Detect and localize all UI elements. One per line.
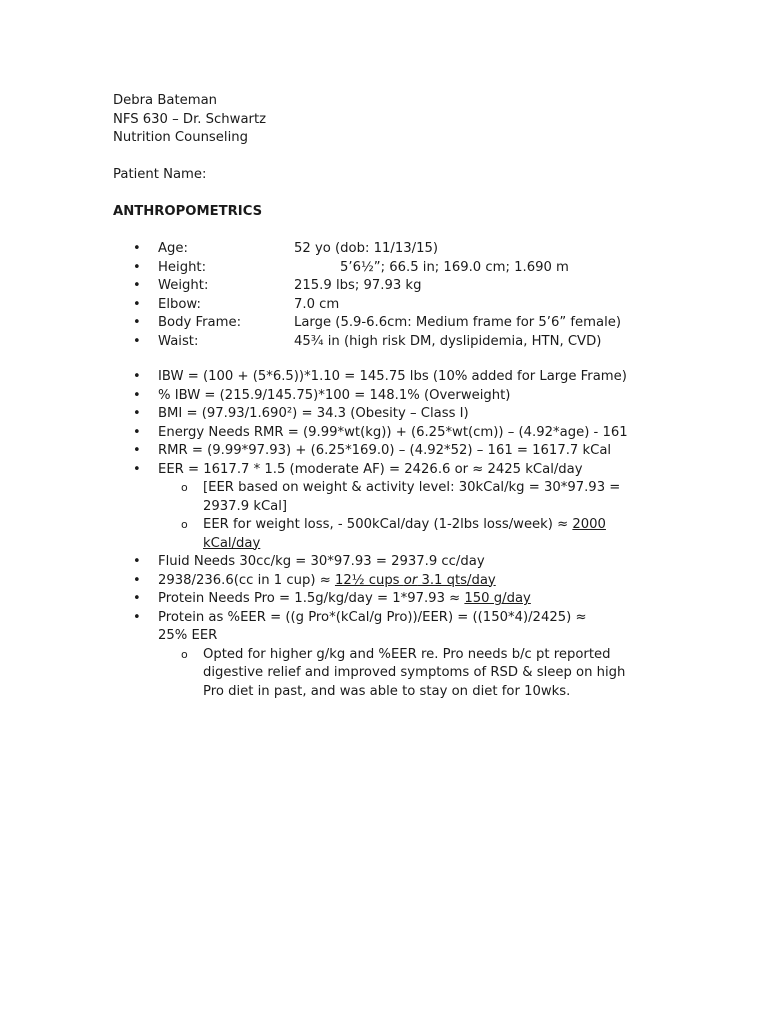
calculations-list — [113, 368, 673, 701]
list-item: • BMI = (97.93/1.690²) = 34.3 (Obesity – Class I) — [133, 406, 469, 421]
protein-result: 150 g/day — [464, 591, 531, 606]
measurements-list — [113, 240, 673, 351]
list-item: • RMR = (9.99*97.93) + (6.25*169.0) – (4.92*52) – 161 = 1617.7 kCal — [133, 443, 612, 458]
measurement-value: Large (5.9-6.6cm: Medium frame for 5’6” female) — [294, 315, 622, 330]
measurement-value: 5’6½”; 66.5 in; 169.0 cm; 1.690 m — [340, 259, 569, 275]
list-item: • Body Frame: Large (5.9-6.6cm: Medium frame for 5’6” female) — [113, 314, 673, 333]
measurement-value: 52 yo (dob: 11/13/15) — [294, 241, 439, 256]
subject-line: Nutrition Counseling — [113, 130, 248, 145]
measurement-value: 7.0 cm — [294, 296, 340, 312]
section-heading: ANTHROPOMETRICS — [113, 204, 263, 219]
eer-note: [EER based on weight & activity level: 30kCal/kg = 30*97.93 = 2937.9 kCal] — [203, 480, 621, 514]
measurement-label: Body Frame: — [158, 315, 242, 330]
measurement-label: Weight: — [158, 278, 209, 293]
ibw-calc: IBW = (100 + (5*6.5))*1.10 = 145.75 lbs (10% added for Large Frame) — [158, 369, 627, 384]
course-line: NFS 630 – Dr. Schwartz — [113, 111, 267, 127]
energy-needs-formula: Energy Needs RMR = (9.99*wt(kg)) + (6.25*wt(cm)) – (4.92*age) - 161 — [158, 424, 628, 440]
fluid-needs: Fluid Needs 30cc/kg = 30*97.93 = 2937.9 cc/day — [158, 554, 485, 569]
bmi-calc: BMI = (97.93/1.690²) = 34.3 (Obesity – Class I) — [158, 406, 469, 421]
list-item: • Fluid Needs 30cc/kg = 30*97.93 = 2937.9 cc/day — [133, 554, 485, 569]
list-item: • Waist: 45¾ in (high risk DM, dyslipidemia, HTN, CVD) — [113, 333, 673, 352]
list-item: • EER = 1617.7 * 1.5 (moderate AF) = 2426.6 or ≈ 2425 kCal/day — [133, 461, 583, 477]
document-page — [113, 92, 673, 701]
list-item: • Energy Needs RMR = (9.99*wt(kg)) + (6.25*wt(cm)) – (4.92*age) - 161 — [133, 424, 628, 440]
protein-note: Opted for higher g/kg and %EER re. Pro needs b/c pt reported digestive relief and improved symptoms of RSD & sleep on high Pro diet in past, and was able to stay on diet for 10wks. — [203, 646, 626, 699]
list-item: • % IBW = (215.9/145.75)*100 = 148.1% (Overweight) — [133, 387, 511, 403]
measurement-label: Elbow: — [158, 296, 201, 312]
author-name: Debra Bateman — [113, 93, 218, 108]
measurement-value: 215.9 lbs; 97.93 kg — [294, 278, 422, 293]
sub-list-item: o Opted for higher g/kg and %EER re. Pro needs b/c pt reported digestive relief and improved symptoms of RSD & sleep on high Pro diet in past, and was able to stay on diet for 10wks. — [181, 646, 626, 699]
measurement-label: Age: — [158, 241, 188, 256]
protein-eer: Protein as %EER = ((g Pro*(kCal/g Pro))/EER) = ((150*4)/2425) ≈ 25% EER — [158, 609, 587, 643]
eer-calc: EER = 1617.7 * 1.5 (moderate AF) = 2426.6 or ≈ 2425 kCal/day — [158, 461, 583, 477]
list-item: • Protein Needs Pro = 1.5g/kg/day = 1*97.93 ≈ 150 g/day — [133, 591, 531, 606]
protein-needs: Protein Needs Pro = 1.5g/kg/day = 1*97.93 ≈ — [158, 591, 465, 606]
eer-weight-loss: EER for weight loss, - 500kCal/day (1-2lbs loss/week) ≈ — [203, 517, 573, 532]
cups-result — [335, 573, 496, 588]
cups-result-b: 3.1 qts/day — [417, 572, 496, 588]
sub-list-item: o EER for weight loss, - 500kCal/day (1-2lbs loss/week) ≈ 2000 kCal/day — [181, 517, 606, 551]
list-item: • Elbow: 7.0 cm — [113, 296, 673, 315]
sub-list-item: o [EER based on weight & activity level: 30kCal/kg = 30*97.93 = 2937.9 kCal] — [181, 480, 621, 514]
cups-result-or: or — [403, 572, 418, 588]
measurement-value: 45¾ in (high risk DM, dyslipidemia, HTN, CVD) — [294, 333, 602, 349]
list-item: • Protein as %EER = ((g Pro*(kCal/g Pro))/EER) = ((150*4)/2425) ≈ 25% EER — [133, 609, 587, 643]
rmr-calc: RMR = (9.99*97.93) + (6.25*169.0) – (4.92*52) – 161 = 1617.7 kCal — [158, 443, 612, 458]
list-item: • 2938/236.6(cc in 1 cup) ≈ 12½ cups or 3.1 qts/day — [133, 572, 496, 588]
measurement-label: Height: — [158, 259, 207, 275]
pct-ibw-calc: % IBW = (215.9/145.75)*100 = 148.1% (Overweight) — [158, 387, 511, 403]
cups-result-a: 12½ cups — [334, 572, 404, 588]
cups-calc: 2938/236.6(cc in 1 cup) ≈ — [158, 572, 335, 588]
list-item: • Weight: 215.9 lbs; 97.93 kg — [113, 277, 673, 296]
eer-weight-loss-target: 2000 kCal/day — [203, 517, 606, 551]
list-item: • Age: 52 yo (dob: 11/13/15) — [113, 240, 673, 259]
list-item: • IBW = (100 + (5*6.5))*1.10 = 145.75 lbs (10% added for Large Frame) — [133, 369, 627, 384]
measurement-label: Waist: — [158, 333, 199, 349]
list-item: • Height: 5’6½”; 66.5 in; 169.0 cm; 1.690 m — [113, 259, 673, 278]
patient-name-label: Patient Name: — [113, 167, 207, 182]
